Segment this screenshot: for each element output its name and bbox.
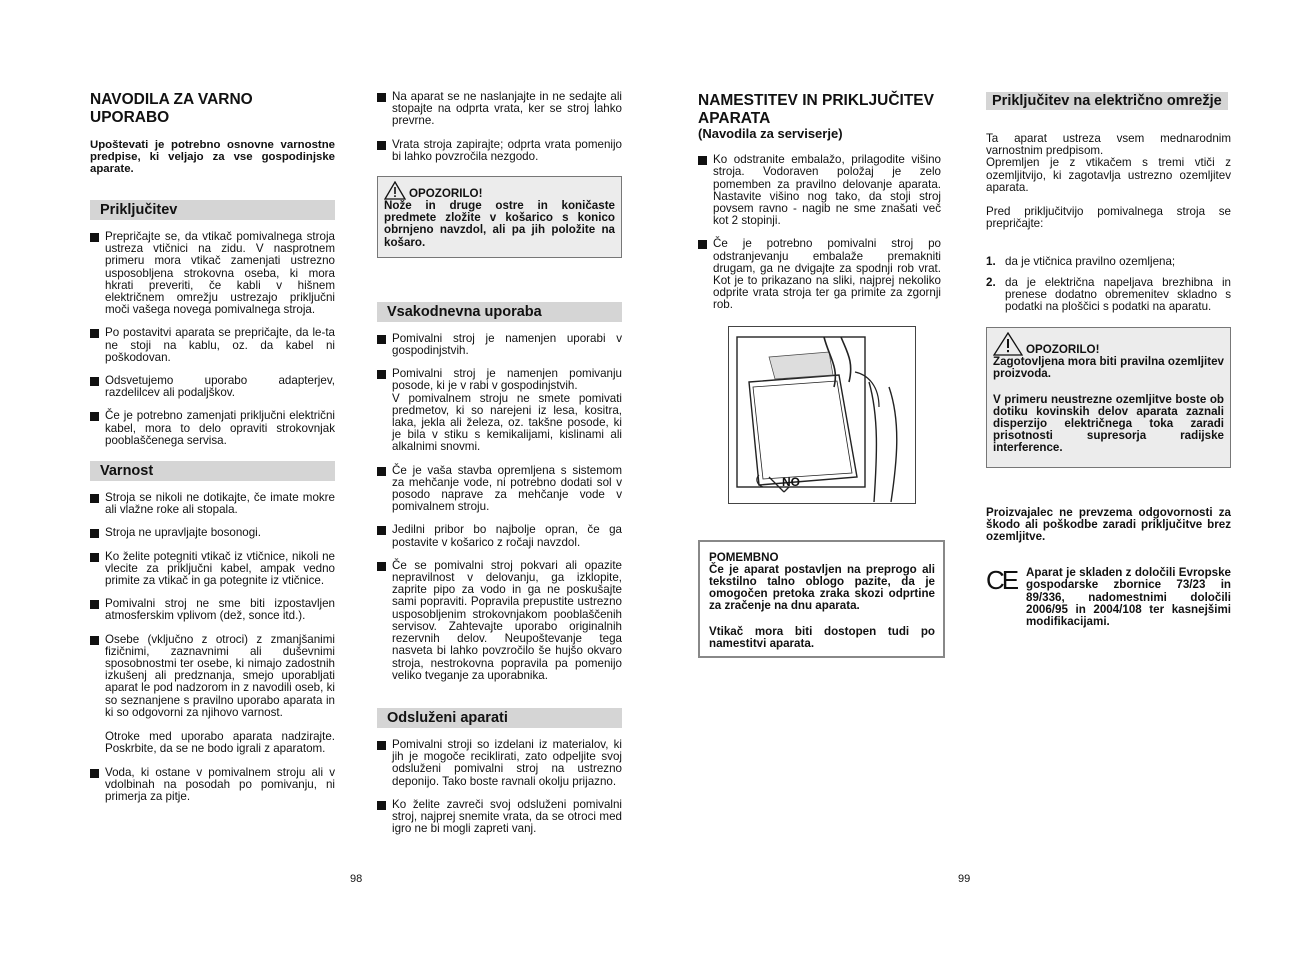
- list-item-number: 1.: [986, 255, 996, 269]
- prikljucitev-list: [90, 231, 335, 447]
- vsakodnevna-list: [377, 333, 622, 682]
- list-item-extra: Otroke med uporabo aparata nadzirajte. Poskrbite, da se ne bodo igrali z aparatom.: [105, 730, 335, 756]
- elec-paragraph-1: Ta aparat ustreza vsem mednarodnim varnostnim predpisom.: [986, 132, 1231, 158]
- list-item: Vrata stroja zapirajte; odprta vrata pomenijo bi lahko povzročila nezgodo.: [377, 139, 622, 163]
- list-item: Ko želite zavreči svoj odsluženi pomivalni stroj, najprej snemite vrata, da se otroci med igro ne bi mogli zapreti vanj.: [377, 799, 622, 836]
- list-item: Pomivalni stroji so izdelani iz materialov, ki jih je mogoče reciklirati, zato odpeljite svoj odsluženi pomivalni stroj na ustrezno deponijo. Tako boste ravnali okolju prijazno.: [377, 739, 622, 788]
- important-text-2: Vtikač mora biti dostopen tudi po namestitvi aparata.: [709, 624, 935, 650]
- warning-head: [993, 332, 1224, 356]
- elec-paragraph-3: Pred priključitvijo pomivalnega stroja se prepričajte:: [986, 205, 1231, 231]
- list-item: Na aparat se ne naslanjajte in ne sedajte ali stopajte na odprta vrata, ker se stroj lahko prevrne.: [377, 91, 622, 128]
- odsluzeni-list: [377, 739, 622, 835]
- check-list: [986, 256, 1231, 313]
- section-heading-varnost: Varnost: [90, 461, 335, 481]
- page-title: NAVODILA ZA VARNO UPORABO: [90, 91, 253, 126]
- ce-mark-icon: CE: [986, 565, 1017, 596]
- list-item: Stroja ne upravljajte bosonogi.: [90, 527, 335, 539]
- right-column-2: [986, 92, 1231, 628]
- right-column-1: [698, 92, 941, 658]
- list-item-extra: V pomivalnem stroju ne smete pomivati predmetov, ki so narejeni iz lesa, kositra, laka, jekla ali železa, oz. takšne posode, ki je bila v stiku s kemikalijami, kislinami ali alkalnimi snovmi.: [392, 391, 622, 454]
- ce-text: Aparat je skladen z določili Evropske gospodarske zbornice 73/23 in 89/336, nadomestnimi določili 2006/95 in 2004/108 ter kasnejšimi modifikacijami.: [1026, 566, 1231, 629]
- section-heading-vsakodnevna: Vsakodnevna uporaba: [377, 302, 622, 322]
- elec-paragraph-2: Opremljen je z vtikačem s tremi vtiči z ozemljitvijo, ki zagotavlja ustrezno ozemljitev aparata.: [986, 156, 1231, 194]
- list-item: [986, 256, 1231, 268]
- list-item: Po postavitvi aparata se prepričajte, da le-ta ne stoji na kablu, oz. da kabel ni poškodovan.: [90, 327, 335, 364]
- warning-text: Nože in druge ostre in koničaste predmete zložite v košarico s konico obrnjeno navzdol, ali pa jih položite na košaro.: [384, 199, 615, 249]
- list-item: Če je potrebno pomivalni stroj po odstranjevanju embalaže premakniti drugam, ga ne dvigajte za spodnji rob vrat. Kot je to prikazano na sliki, najprej nekoliko odprite vrata stroja ter ga primite za zgornji rob.: [698, 238, 941, 311]
- list-item-number: 2.: [986, 275, 996, 289]
- list-item-text: Pomivalni stroj je namenjen pomivanju posode, ki je v rabi v gospodinjstvih.: [392, 367, 622, 393]
- list-item: Odsvetujemo uporabo adapterjev, razdelilcev ali podaljškov.: [90, 375, 335, 399]
- list-item: Stroja se nikoli ne dotikajte, če imate mokre ali vlažne roke ali stopala.: [90, 492, 335, 516]
- warning-box: [377, 176, 622, 258]
- list-item: Jedilni pribor bo najbolje opran, če ga postavite v košarico z ročaji navzdol.: [377, 524, 622, 548]
- install-list: [698, 154, 941, 311]
- page-number-right: 99: [958, 873, 971, 885]
- list-item: Voda, ki ostane v pomivalnem stroju ali v vdolbinah na posodah po pomivanju, ni primerja za pitje.: [90, 767, 335, 804]
- warning-text: Zagotovljena mora biti pravilna ozemljitev proizvoda.: [993, 355, 1224, 381]
- warning-text-2: V primeru neustrezne ozemljitve boste ob dotiku kovinskih delov aparata zaznali disperzijo električnega toka zaradi prisotnosti supresorja radijske interference.: [993, 392, 1224, 455]
- list-item: Pomivalni stroj ne sme biti izpostavljen atmosferskim vplivom (dež, sonce itd.).: [90, 598, 335, 622]
- list-item: Prepričajte se, da vtikač pomivalnega stroja ustreza vtičnici na zidu. V nasprotnem primeru mora vtikač zamenjati ustrezno usposobljena strokovna oseba, ki mora hkrati preveriti, če kabli v hišnem električnem omrežju ustrezajo priključni moči vašega novega pomivalnega stroja.: [90, 231, 335, 316]
- list-item: [377, 368, 622, 453]
- install-subtitle: (Navodila za serviserje): [698, 126, 843, 141]
- left-column-1: [90, 91, 335, 814]
- warning-triangle-icon: [384, 181, 406, 200]
- important-box: [698, 540, 945, 658]
- figure-label: NO: [782, 474, 800, 489]
- varnost-list: [90, 492, 335, 803]
- warning-title: OPOZORILO!: [409, 186, 483, 200]
- dishwasher-door-drawing: [729, 327, 915, 503]
- left-column-2: [377, 91, 622, 846]
- list-item-text: Osebe (vključno z otroci) z zmanjšanimi fizičnimi, zaznavnimi ali duševnimi sposobnostmi ter osebe, ki nimajo zadostnih izkušenj ali predznanja, smejo uporabljati aparat le pod nadzorom in z navodili oseb, ki so seznanjene s pravilno uporabo aparata in ki so odgovorni za njihovo varnost.: [105, 632, 335, 719]
- section-heading-elektricno: Priključitev na električno omrežje: [986, 92, 1228, 110]
- ce-conformity: [986, 567, 1231, 628]
- dishwasher-illustration: [728, 326, 916, 504]
- important-title: POMEMBNO: [709, 550, 779, 564]
- col2-list: [377, 91, 622, 163]
- warning-head: [384, 181, 615, 200]
- list-item: Če se pomivalni stroj pokvari ali opazite nepravilnost v delovanju, ga izklopite, zaprite pipo za vodo in ga ne poskušajte sami popraviti. Popravila prepustite ustrezno usposobljenim strokovnjakom pooblaščenih servisov. Zahtevajte uporabo originalnih rezervnih delov. Neupoštevanje tega nasveta bi lahko povzročilo še hujšo okvaro stroja, nestrokovna popravila pa pomenijo veliko tveganje za uporabnika.: [377, 560, 622, 682]
- warning-box-2: [986, 327, 1231, 467]
- liability-text: Proizvajalec ne prevzema odgovornosti za škodo ali poškodbe zaradi priključitve brez ozemljitve.: [986, 505, 1231, 544]
- warning-triangle-icon: [993, 332, 1023, 356]
- list-item: Pomivalni stroj je namenjen uporabi v gospodinjstvih.: [377, 333, 622, 357]
- important-text: Če je aparat postavljen na preprogo ali tekstilno talno oblogo pazite, da je omogočen pretoka zraka skozi odprtine za zračenje na dnu aparata.: [709, 562, 935, 613]
- section-heading-prikljucitev: Priključitev: [90, 200, 335, 220]
- list-item: Če je vaša stavba opremljena s sistemom za mehčanje vode, ni potrebno dodati sol v posodo naprave za mehčanje vode v pomivalnem stroju.: [377, 465, 622, 514]
- intro-text: Upoštevati je potrebno osnovne varnostne predpise, ki veljajo za vse gospodinjske aparate.: [90, 139, 335, 175]
- list-item: [90, 634, 335, 756]
- list-item: Če je potrebno zamenjati priključni električni kabel, mora to delo opraviti strokovnjak pooblaščenega servisa.: [90, 410, 335, 447]
- page-number-left: 98: [350, 873, 363, 885]
- list-item-text: da je električna napeljava brezhibna in prenese dodatno obremenitev skladno s podatki na ploščici s podatki na aparatu.: [1005, 275, 1231, 314]
- section-heading-odsluzeni: Odsluženi aparati: [377, 708, 622, 728]
- list-item-text: da je vtičnica pravilno ozemljena;: [1005, 255, 1176, 269]
- install-title: NAMESTITEV IN PRIKLJUČITEV APARATA: [698, 92, 934, 127]
- list-item: [986, 277, 1231, 314]
- list-item: Ko odstranite embalažo, prilagodite višino stroja. Vodoraven položaj je zelo pomemben za pravilno delovanje aparata. Nastavite višino nog tako, da stoji stroj povsem ravno - nagib ne sme znašati več kot 2 stopinji.: [698, 154, 941, 227]
- list-item: Ko želite potegniti vtikač iz vtičnice, nikoli ne vlecite za priključni kabel, ampak vedno primite za vtikač in ga potegnite iz vtičnice.: [90, 551, 335, 588]
- warning-title: OPOZORILO!: [1026, 343, 1100, 357]
